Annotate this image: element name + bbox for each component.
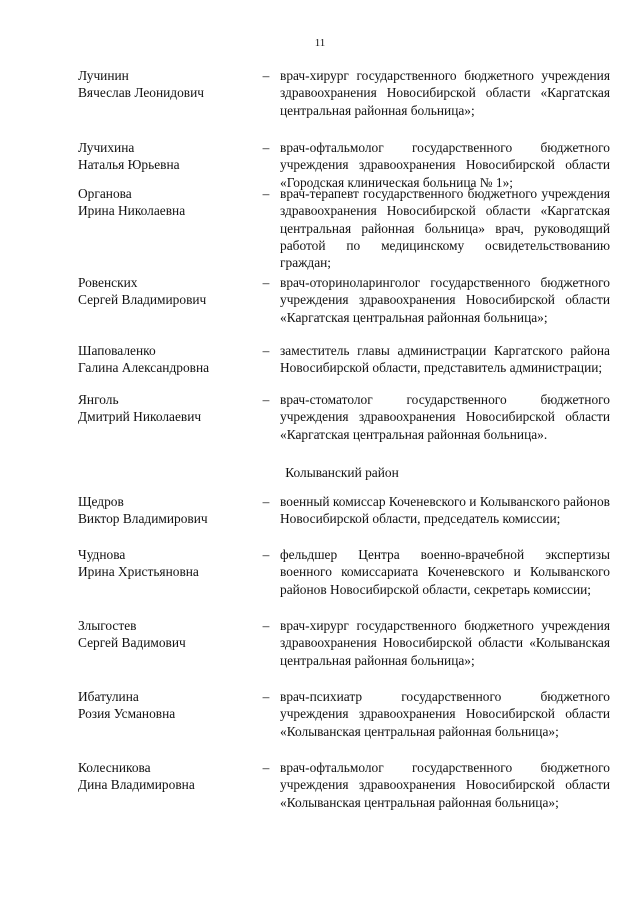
dash-separator: – — [262, 68, 270, 83]
member-given-names: Дина Владимировна — [78, 777, 195, 793]
member-name — [78, 688, 258, 723]
member-surname: Янголь — [78, 392, 119, 407]
dash-separator: – — [262, 275, 270, 290]
member-given-names: Галина Александровна — [78, 360, 210, 376]
member-surname: Злыгостев — [78, 618, 137, 633]
dash-separator: – — [262, 547, 270, 562]
dash-separator: – — [262, 140, 270, 155]
member-name — [78, 759, 258, 794]
member-surname: Органова — [78, 186, 132, 201]
dash-separator: – — [262, 494, 270, 509]
member-position: фельдшер Центра военно-врачебной экспертизы военного комиссариата Коченевского и Колыванского районов Новосибирской области, секретарь комиссии; — [280, 547, 610, 597]
member-position: заместитель главы администрации Каргатского района Новосибирской области, представитель администрации; — [280, 343, 610, 376]
member-given-names: Вячеслав Леонидович — [78, 85, 205, 101]
member-position: врач-терапевт государственного бюджетного учреждения здравоохранения Новосибирской области «Каргатская центральная районная больница» врач, руководящий работой по медицинскому освидетельствованию граждан; — [280, 186, 610, 271]
member-name — [78, 274, 258, 309]
member-surname: Ибатулина — [78, 689, 139, 704]
member-name — [78, 342, 258, 377]
section-heading — [0, 464, 640, 481]
member-given-names: Сергей Владимирович — [78, 292, 207, 308]
member-name — [78, 139, 258, 174]
member-given-names: Ирина Николаевна — [78, 203, 186, 219]
member-surname: Щедров — [78, 494, 124, 509]
member-name — [78, 67, 258, 102]
dash-separator: – — [262, 689, 270, 704]
member-surname: Ровенских — [78, 275, 138, 290]
member-name — [78, 493, 258, 528]
member-position: врач-стоматолог государственного бюджетного учреждения здравоохранения Новосибирской области «Каргатская центральная районная больница». — [280, 392, 610, 442]
member-surname: Шаповаленко — [78, 343, 156, 358]
member-position: врач-психиатр государственного бюджетного учреждения здравоохранения Новосибирской области «Колыванская центральная районная больница»; — [280, 689, 610, 739]
member-position: врач-оториноларинголог государственного бюджетного учреждения здравоохранения Новосибирской области «Каргатская центральная районная больница»; — [280, 275, 610, 325]
member-position: врач-офтальмолог государственного бюджетного учреждения здравоохранения Новосибирской области «Городская клиническая больница № 1»; — [280, 140, 610, 190]
member-name — [78, 391, 258, 426]
dash-separator: – — [262, 343, 270, 358]
member-position: врач-хирург государственного бюджетного учреждения здравоохранения Новосибирской области «Колыванская центральная районная больница»; — [280, 618, 610, 668]
member-position: врач-хирург государственного бюджетного учреждения здравоохранения Новосибирской области «Каргатская центральная районная больница»; — [280, 68, 610, 118]
member-name — [78, 546, 258, 581]
member-position: врач-офтальмолог государственного бюджетного учреждения здравоохранения Новосибирской области «Колыванская центральная районная больница»; — [280, 760, 610, 810]
member-surname: Чуднова — [78, 547, 126, 562]
member-given-names: Ирина Христьяновна — [78, 564, 199, 580]
dash-separator: – — [262, 618, 270, 633]
dash-separator: – — [262, 760, 270, 775]
member-surname: Колесникова — [78, 760, 151, 775]
dash-separator: – — [262, 392, 270, 407]
member-given-names: Наталья Юрьевна — [78, 157, 180, 173]
member-given-names: Розия Усмановна — [78, 706, 176, 722]
page-number: 11 — [314, 37, 326, 49]
section-title: Колыванский район — [285, 465, 399, 480]
member-surname: Лучинин — [78, 68, 129, 83]
member-surname: Лучихина — [78, 140, 135, 155]
member-given-names: Виктор Владимирович — [78, 511, 208, 527]
member-position: военный комиссар Коченевского и Колыванского районов Новосибирской области, председатель комиссии; — [280, 494, 610, 527]
member-name — [78, 617, 258, 652]
member-given-names: Дмитрий Николаевич — [78, 409, 202, 425]
member-name — [78, 185, 258, 220]
dash-separator: – — [262, 186, 270, 201]
member-given-names: Сергей Вадимович — [78, 635, 186, 651]
